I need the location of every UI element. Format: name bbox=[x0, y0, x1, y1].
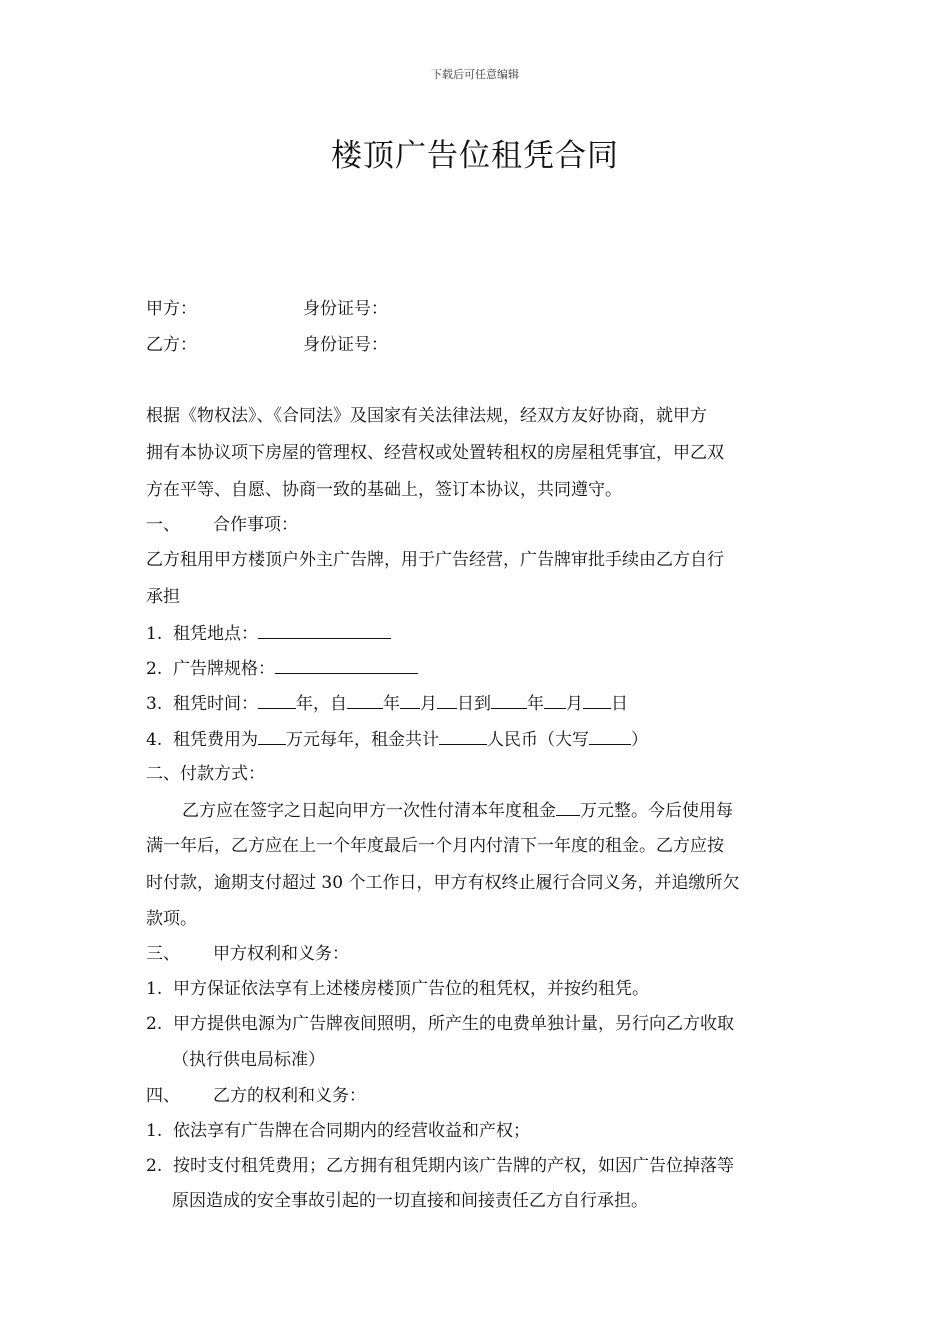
section-1-heading bbox=[146, 514, 810, 536]
item-text: 按时支付租凭费用；乙方拥有租凭期内该广告牌的产权，如因广告位掉落等 bbox=[173, 1156, 734, 1176]
lease-period-item bbox=[146, 691, 810, 715]
party-b-duty-item bbox=[146, 1155, 810, 1177]
payment-text-part: 万元整。今后使用每 bbox=[580, 801, 733, 821]
item-number: 3. bbox=[146, 694, 163, 714]
header-note: 下载后可任意编辑 bbox=[431, 68, 519, 81]
item-text: 甲方提供电源为广告牌夜间照明，所产生的电费单独计量，另行向乙方收取 bbox=[173, 1014, 734, 1034]
item-label: 广告牌规格： bbox=[173, 659, 275, 679]
section-title: 甲方权利和义务： bbox=[213, 944, 349, 964]
intro-line: 拥有本协议项下房屋的管理权、经营权或处置转租权的房屋租凭事宜，甲乙双 bbox=[146, 443, 724, 463]
party-b-duty-continuation: 原因造成的安全事故引起的一切直接和间接责任乙方自行承担。 bbox=[172, 1191, 648, 1211]
item-text: 甲方保证依法享有上述楼房楼顶广告位的租凭权，并按约租凭。 bbox=[173, 979, 649, 999]
section-number: 三、 bbox=[146, 944, 180, 964]
party-a-row bbox=[146, 298, 810, 320]
document-title: 楼顶广告位租凭合同 bbox=[331, 138, 619, 174]
section-number: 四、 bbox=[146, 1086, 180, 1106]
intro-line: 根据《物权法》、《合同法》及国家有关法律法规，经双方友好协商，就甲方 bbox=[146, 406, 707, 426]
item-number: 1. bbox=[146, 624, 163, 644]
item-text: 年 bbox=[527, 694, 544, 714]
payment-text bbox=[146, 798, 810, 822]
party-a-duty-item bbox=[146, 978, 810, 1000]
blank-field[interactable] bbox=[258, 727, 286, 745]
item-text: 月 bbox=[566, 694, 583, 714]
blank-field[interactable] bbox=[583, 691, 611, 709]
payment-text: 满一年后，乙方应在上一个年度最后一个月内付清下一年度的租金。乙方应按 bbox=[146, 836, 724, 856]
item-text: 年 bbox=[383, 694, 400, 714]
section-4-heading bbox=[146, 1085, 810, 1107]
section-2-heading: 二、付款方式： bbox=[146, 764, 265, 784]
item-number: 2. bbox=[146, 1156, 163, 1176]
item-label: 租凭时间： bbox=[173, 694, 258, 714]
item-number: 1. bbox=[146, 1121, 163, 1141]
blank-field[interactable] bbox=[439, 727, 487, 745]
party-a-duty-continuation: （执行供电局标准） bbox=[172, 1050, 325, 1070]
party-a-duty-item bbox=[146, 1013, 810, 1035]
item-text: 人民币（大写 bbox=[487, 730, 589, 750]
blank-field[interactable] bbox=[437, 691, 457, 709]
party-b-label: 乙方： bbox=[146, 335, 197, 355]
item-number: 2. bbox=[146, 1014, 163, 1034]
item-number: 4. bbox=[146, 730, 163, 750]
billboard-spec-item bbox=[146, 656, 810, 680]
payment-text-part: 乙方应在签字之日起向甲方一次性付清本年度租金 bbox=[182, 801, 556, 821]
blank-field[interactable] bbox=[544, 691, 566, 709]
section-title: 乙方的权利和义务： bbox=[213, 1086, 366, 1106]
item-text: 月 bbox=[420, 694, 437, 714]
party-b-duty-item bbox=[146, 1120, 810, 1142]
party-a-label: 甲方： bbox=[146, 299, 197, 319]
party-b-row bbox=[146, 334, 810, 356]
section-1-text: 乙方租用甲方楼顶户外主广告牌，用于广告经营，广告牌审批手续由乙方自行 bbox=[146, 550, 724, 570]
item-text: 依法享有广告牌在合同期内的经营收益和产权； bbox=[173, 1121, 530, 1141]
item-number: 1. bbox=[146, 979, 163, 999]
item-text: 日到 bbox=[457, 694, 491, 714]
lease-location-item bbox=[146, 621, 810, 645]
item-label: 租凭费用为 bbox=[173, 730, 258, 750]
item-text: ） bbox=[631, 730, 648, 750]
intro-line: 方在平等、自愿、协商一致的基础上，签订本协议，共同遵守。 bbox=[146, 480, 622, 500]
item-text: 万元每年，租金共计 bbox=[286, 730, 439, 750]
blank-field[interactable] bbox=[258, 621, 391, 639]
payment-text: 时付款，逾期支付超过 30 个工作日，甲方有权终止履行合同义务，并追缴所欠 bbox=[146, 873, 740, 893]
party-b-id-label: 身份证号： bbox=[303, 335, 388, 355]
item-text: 年，自 bbox=[296, 694, 347, 714]
item-text: 日 bbox=[611, 694, 628, 714]
lease-fee-item bbox=[146, 727, 810, 751]
section-1-text: 承担 bbox=[146, 587, 180, 607]
blank-field[interactable] bbox=[491, 691, 527, 709]
item-number: 2. bbox=[146, 659, 163, 679]
section-title: 合作事项： bbox=[213, 515, 298, 535]
blank-field[interactable] bbox=[589, 727, 631, 745]
payment-text: 款项。 bbox=[146, 909, 197, 929]
blank-field[interactable] bbox=[347, 691, 383, 709]
blank-field[interactable] bbox=[275, 656, 418, 674]
section-number: 一、 bbox=[146, 515, 180, 535]
blank-field[interactable] bbox=[400, 691, 420, 709]
section-3-heading bbox=[146, 943, 810, 965]
party-a-id-label: 身份证号： bbox=[303, 299, 388, 319]
blank-field[interactable] bbox=[258, 691, 296, 709]
blank-field[interactable] bbox=[556, 798, 580, 816]
item-label: 租凭地点： bbox=[173, 624, 258, 644]
